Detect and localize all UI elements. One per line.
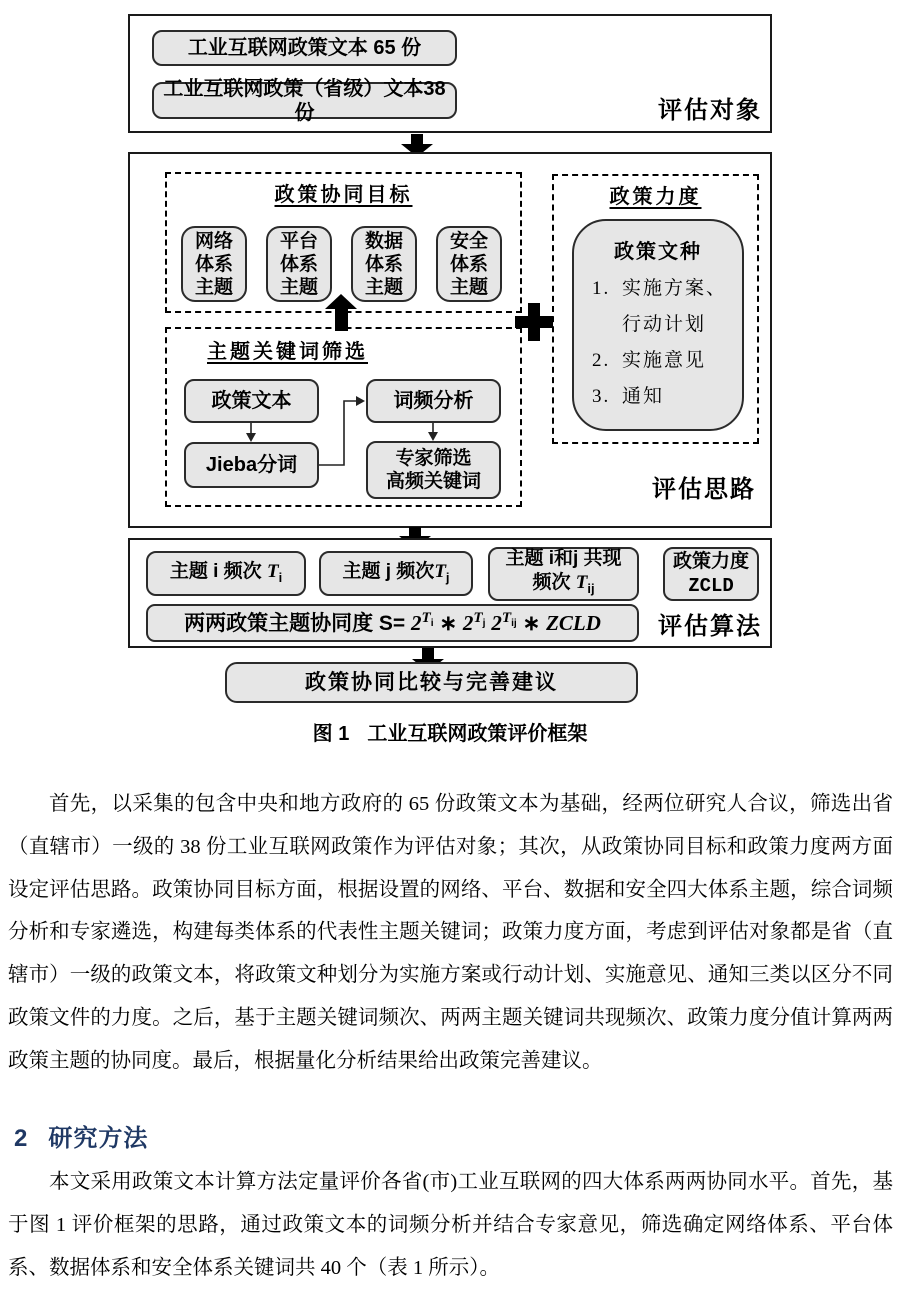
word-frequency-box: 词频分析 xyxy=(366,379,501,423)
evaluation-approach-label: 评估思路 xyxy=(652,476,756,503)
doc-type-item: 3. 通知 xyxy=(592,386,665,407)
evaluation-algorithm-label: 评估算法 xyxy=(658,613,762,640)
policy-texts-38-box xyxy=(152,77,457,124)
policy-doc-type-box xyxy=(572,219,744,431)
expert-screening-box: 专家筛选 高频关键词 xyxy=(366,441,501,499)
plus-bar-vertical xyxy=(528,303,540,341)
policy-strength-title: 政策力度 xyxy=(609,186,702,208)
jieba-segmentation-box: Jieba分词 xyxy=(184,442,319,488)
keyword-screening-title: 主题关键词筛选 xyxy=(207,341,368,363)
policy-texts-65-box xyxy=(152,30,457,66)
doc-type-item-cont: 行动计划 xyxy=(622,314,707,335)
plus-icon xyxy=(515,303,553,341)
policy-text-box: 政策文本 xyxy=(184,379,319,423)
policy-strength-zcld-box: 政策力度 ZCLD xyxy=(663,547,759,601)
doc-type-item: 1. 实施方案、 xyxy=(592,278,728,299)
theme-box-network: 网络 体系 主题 xyxy=(181,226,247,302)
evaluation-object-label: 评估对象 xyxy=(658,97,762,124)
arrow-stem xyxy=(422,648,434,659)
evaluation-object-box xyxy=(128,14,772,133)
cooccurrence-frequency-box: 主题 i和j 共现 频次 $T_{ij}$ xyxy=(488,547,639,601)
doc-type-title: 政策文种 xyxy=(614,241,702,263)
policy-texts-38-label: 工业互联网政策（省级）文本38份 xyxy=(163,77,446,124)
conclusion-box: 政策协同比较与完善建议 xyxy=(225,662,638,703)
synergy-formula-box: 两两政策主题协同度 $S= 2^{T_i}$ ∗ $2^{T_j}$ $2^{T_{ij}}$ ∗ ZCLD xyxy=(146,604,639,642)
policy-goal-group xyxy=(165,172,522,313)
arrow-stem xyxy=(411,134,423,144)
keyword-screening-group xyxy=(165,327,522,507)
section-heading xyxy=(14,1118,148,1153)
figure-caption-title: 工业互联网政策评价框架 xyxy=(367,723,588,745)
doc-type-item: 2. 实施意见 xyxy=(592,350,707,371)
policy-goal-title: 政策协同目标 xyxy=(274,184,413,206)
figure-caption xyxy=(0,717,900,746)
section-title: 研究方法 xyxy=(48,1125,149,1152)
up-arrow-icon xyxy=(325,294,357,331)
evaluation-approach-box xyxy=(128,152,772,528)
theme-box-data: 数据 体系 主题 xyxy=(351,226,417,302)
figure-caption-number: 图 1 xyxy=(312,723,350,745)
paragraph-1: 首先，以采集的包含中央和地方政府的 65 份政策文本为基础，经两位研究人合议，筛选出省（直辖市）一级的 38 份工业互联网政策作为评估对象；其次，从政策协同目标和政策力度两方面设定评估思路。政策协同目标方面，根据设置的网络、平台、数据和安全四大体系主题，综合词频分析和专家遴选，构建每类体系的代表性主题关键词；政策力度方面，考虑到评估对象都是省（直辖市）一级的政策文本，将政策文种划分为实施方案或行动计划、实施意见、通知三类以区分不同政策文件的力度。之后，基于主题关键词频次、两两主题关键词共现频次、政策力度分值计算两两政策主题的协同度。最后，根据量化分析结果给出政策完善建议。 xyxy=(8,793,893,1072)
arrow-stem xyxy=(409,527,421,536)
topic-i-frequency-box: 主题 i 频次 $T_i$ xyxy=(146,551,306,596)
theme-box-platform: 平台 体系 主题 xyxy=(266,226,332,302)
evaluation-algorithm-box xyxy=(128,538,772,648)
topic-j-frequency-box: 主题 j 频次$T_j$ xyxy=(319,551,473,596)
theme-box-security: 安全 体系 主题 xyxy=(436,226,502,302)
policy-texts-65-label: 工业互联网政策文本 65 份 xyxy=(187,37,422,59)
policy-strength-group xyxy=(552,174,759,444)
section-number: 2 xyxy=(14,1125,29,1152)
paragraph-2: 本文采用政策文本计算方法定量评价各省(市)工业互联网的四大体系两两协同水平。首先，基于图 1 评价框架的思路，通过政策文本的词频分析并结合专家意见，筛选确定网络体系、平台体系、数据体系和安全体系关键词共 40 个（表 1 所示）。 xyxy=(8,1171,893,1279)
arrow-head xyxy=(325,294,357,309)
doc-type-list xyxy=(592,271,732,415)
